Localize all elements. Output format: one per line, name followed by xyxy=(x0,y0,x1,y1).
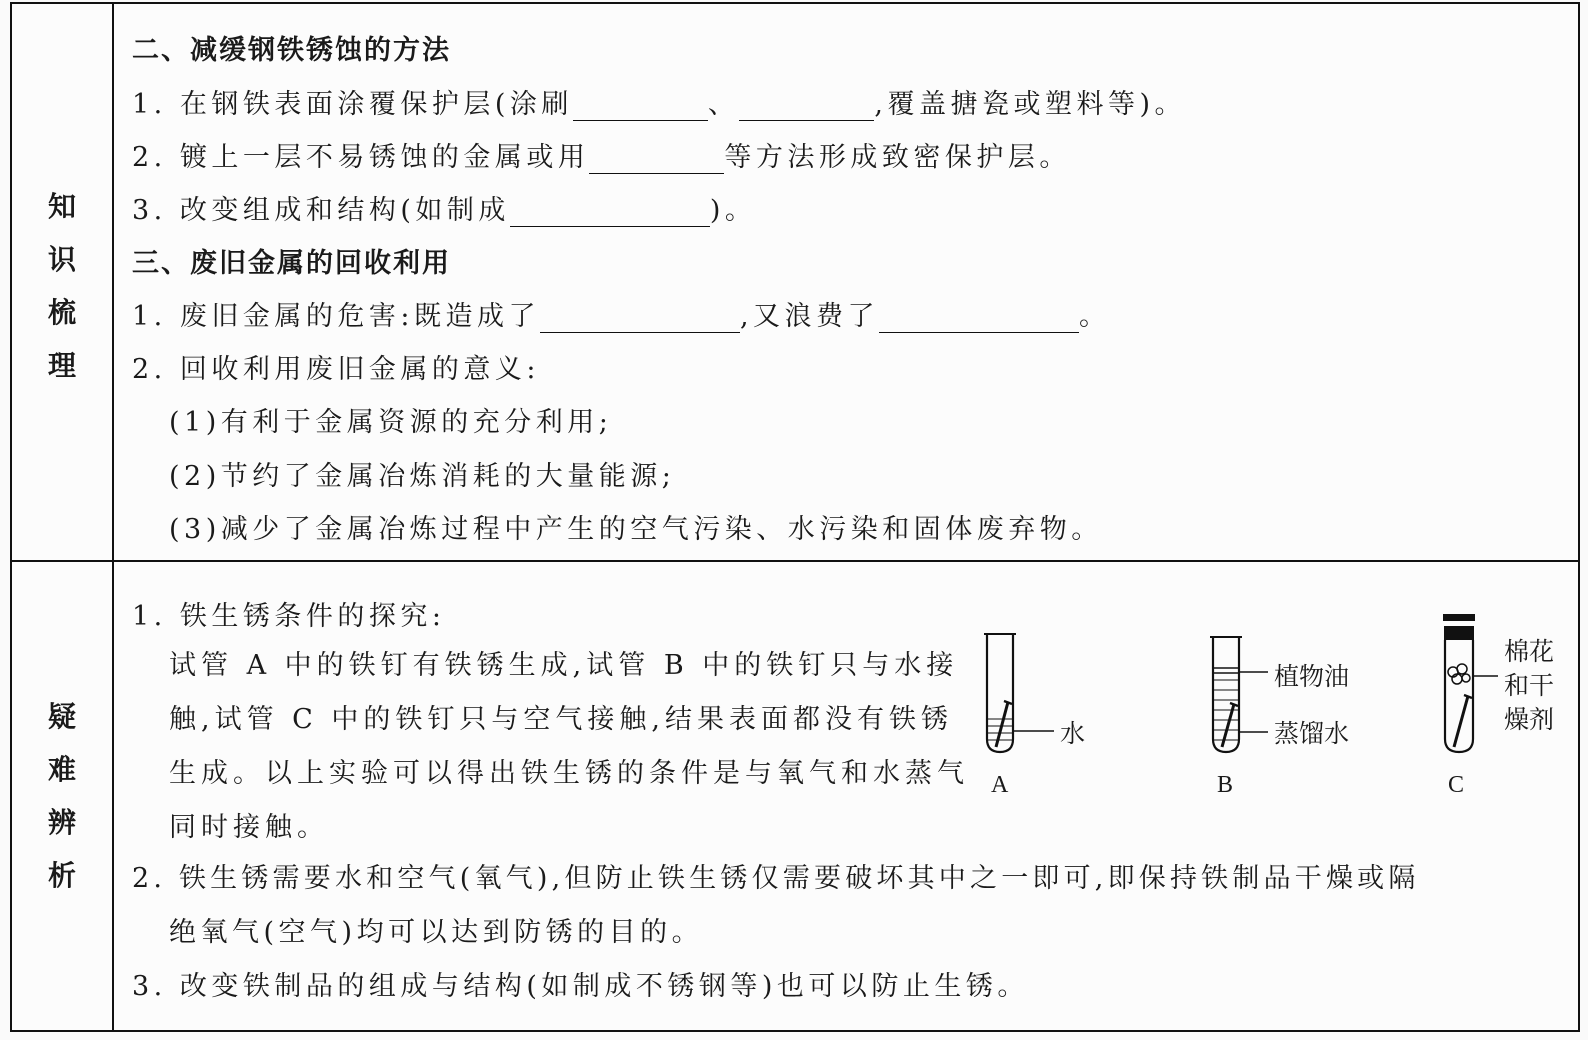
side-char: 理 xyxy=(47,349,76,382)
label-distilled-water: 蒸馏水 xyxy=(1274,719,1350,748)
item-text: )。 xyxy=(709,195,757,226)
item-prevention-principle: 2. 铁生锈需要水和空气(氧气),但防止铁生锈仅需要破坏其中之一即可,即保持铁制品干燥或隔 xyxy=(132,863,1420,894)
fill-blank[interactable] xyxy=(510,196,710,227)
tube-label-c: C xyxy=(1448,772,1465,798)
heading-recycling: 三、废旧金属的回收利用 xyxy=(132,248,451,279)
item-coating xyxy=(132,82,1186,121)
side-label-analysis xyxy=(12,690,112,902)
item-rust-experiment: 1. 铁生锈条件的探究: xyxy=(132,601,446,632)
content-table xyxy=(10,2,1580,1032)
item-plating xyxy=(132,135,1071,174)
side-char: 难 xyxy=(47,753,76,786)
fill-blank[interactable] xyxy=(589,143,724,174)
sub-item-3: (3)减少了金属冶炼过程中产生的空气污染、水污染和固体废弃物。 xyxy=(169,514,1103,545)
test-tubes-diagram xyxy=(972,604,1572,814)
side-char: 知 xyxy=(47,190,76,223)
fill-blank[interactable] xyxy=(540,302,740,333)
column-divider xyxy=(112,4,114,1030)
item-text: 2. 镀上一层不易锈蚀的金属或用 xyxy=(132,142,590,173)
side-char: 疑 xyxy=(47,700,76,733)
side-char: 析 xyxy=(47,859,76,892)
item-text: 等方法形成致密保护层。 xyxy=(724,142,1071,173)
item-stainless: 3. 改变铁制品的组成与结构(如制成不锈钢等)也可以防止生锈。 xyxy=(132,971,1029,1002)
sub-item-1: (1)有利于金属资源的充分利用; xyxy=(169,407,613,438)
sub-item-2: (2)节约了金属冶炼消耗的大量能源; xyxy=(169,461,676,492)
item-text: 、 xyxy=(707,89,740,120)
item-text: 1. 在钢铁表面涂覆保护层(涂刷 xyxy=(132,89,573,120)
item-prevention-principle-cont: 绝氧气(空气)均可以达到防锈的目的。 xyxy=(169,917,704,948)
label-cotton-3: 燥剂 xyxy=(1504,705,1555,734)
side-char: 辨 xyxy=(47,806,76,839)
item-significance: 2. 回收利用废旧金属的意义: xyxy=(132,354,540,385)
row-divider xyxy=(12,560,1578,562)
test-tube-figure xyxy=(972,604,1572,814)
experiment-description: 试管 A 中的铁钉有铁锈生成,试管 B 中的铁钉只与水接触,试管 C 中的铁钉只与空气接触,结果表面都没有铁锈生成。以上实验可以得出铁生锈的条件是与氧气和水蒸气同时接触。 xyxy=(169,650,969,843)
label-vegetable-oil: 植物油 xyxy=(1274,662,1350,691)
side-char: 梳 xyxy=(47,296,76,329)
fill-blank[interactable] xyxy=(879,302,1079,333)
tube-label-a: A xyxy=(991,772,1009,798)
side-label-knowledge xyxy=(12,180,112,392)
item-text: 3. 改变组成和结构(如制成 xyxy=(132,195,510,226)
item-text: ,又浪费了 xyxy=(739,301,880,332)
tube-a-graphic xyxy=(984,634,1054,752)
item-text: ,覆盖搪瓷或塑料等)。 xyxy=(874,89,1187,120)
item-structure xyxy=(132,188,756,227)
fill-blank[interactable] xyxy=(573,90,708,121)
item-harm xyxy=(132,294,1111,333)
label-cotton-2: 和干 xyxy=(1504,671,1555,700)
tube-b-graphic xyxy=(1210,637,1268,752)
tube-c-graphic xyxy=(1443,614,1498,752)
label-cotton-1: 棉花 xyxy=(1504,637,1555,666)
item-text: 1. 废旧金属的危害:既造成了 xyxy=(132,301,540,332)
heading-rust-prevention: 二、减缓钢铁锈蚀的方法 xyxy=(132,35,451,66)
item-text: 。 xyxy=(1079,301,1111,332)
side-char: 识 xyxy=(47,243,76,276)
tube-label-b: B xyxy=(1217,772,1234,798)
fill-blank[interactable] xyxy=(739,90,874,121)
label-water: 水 xyxy=(1060,719,1086,748)
